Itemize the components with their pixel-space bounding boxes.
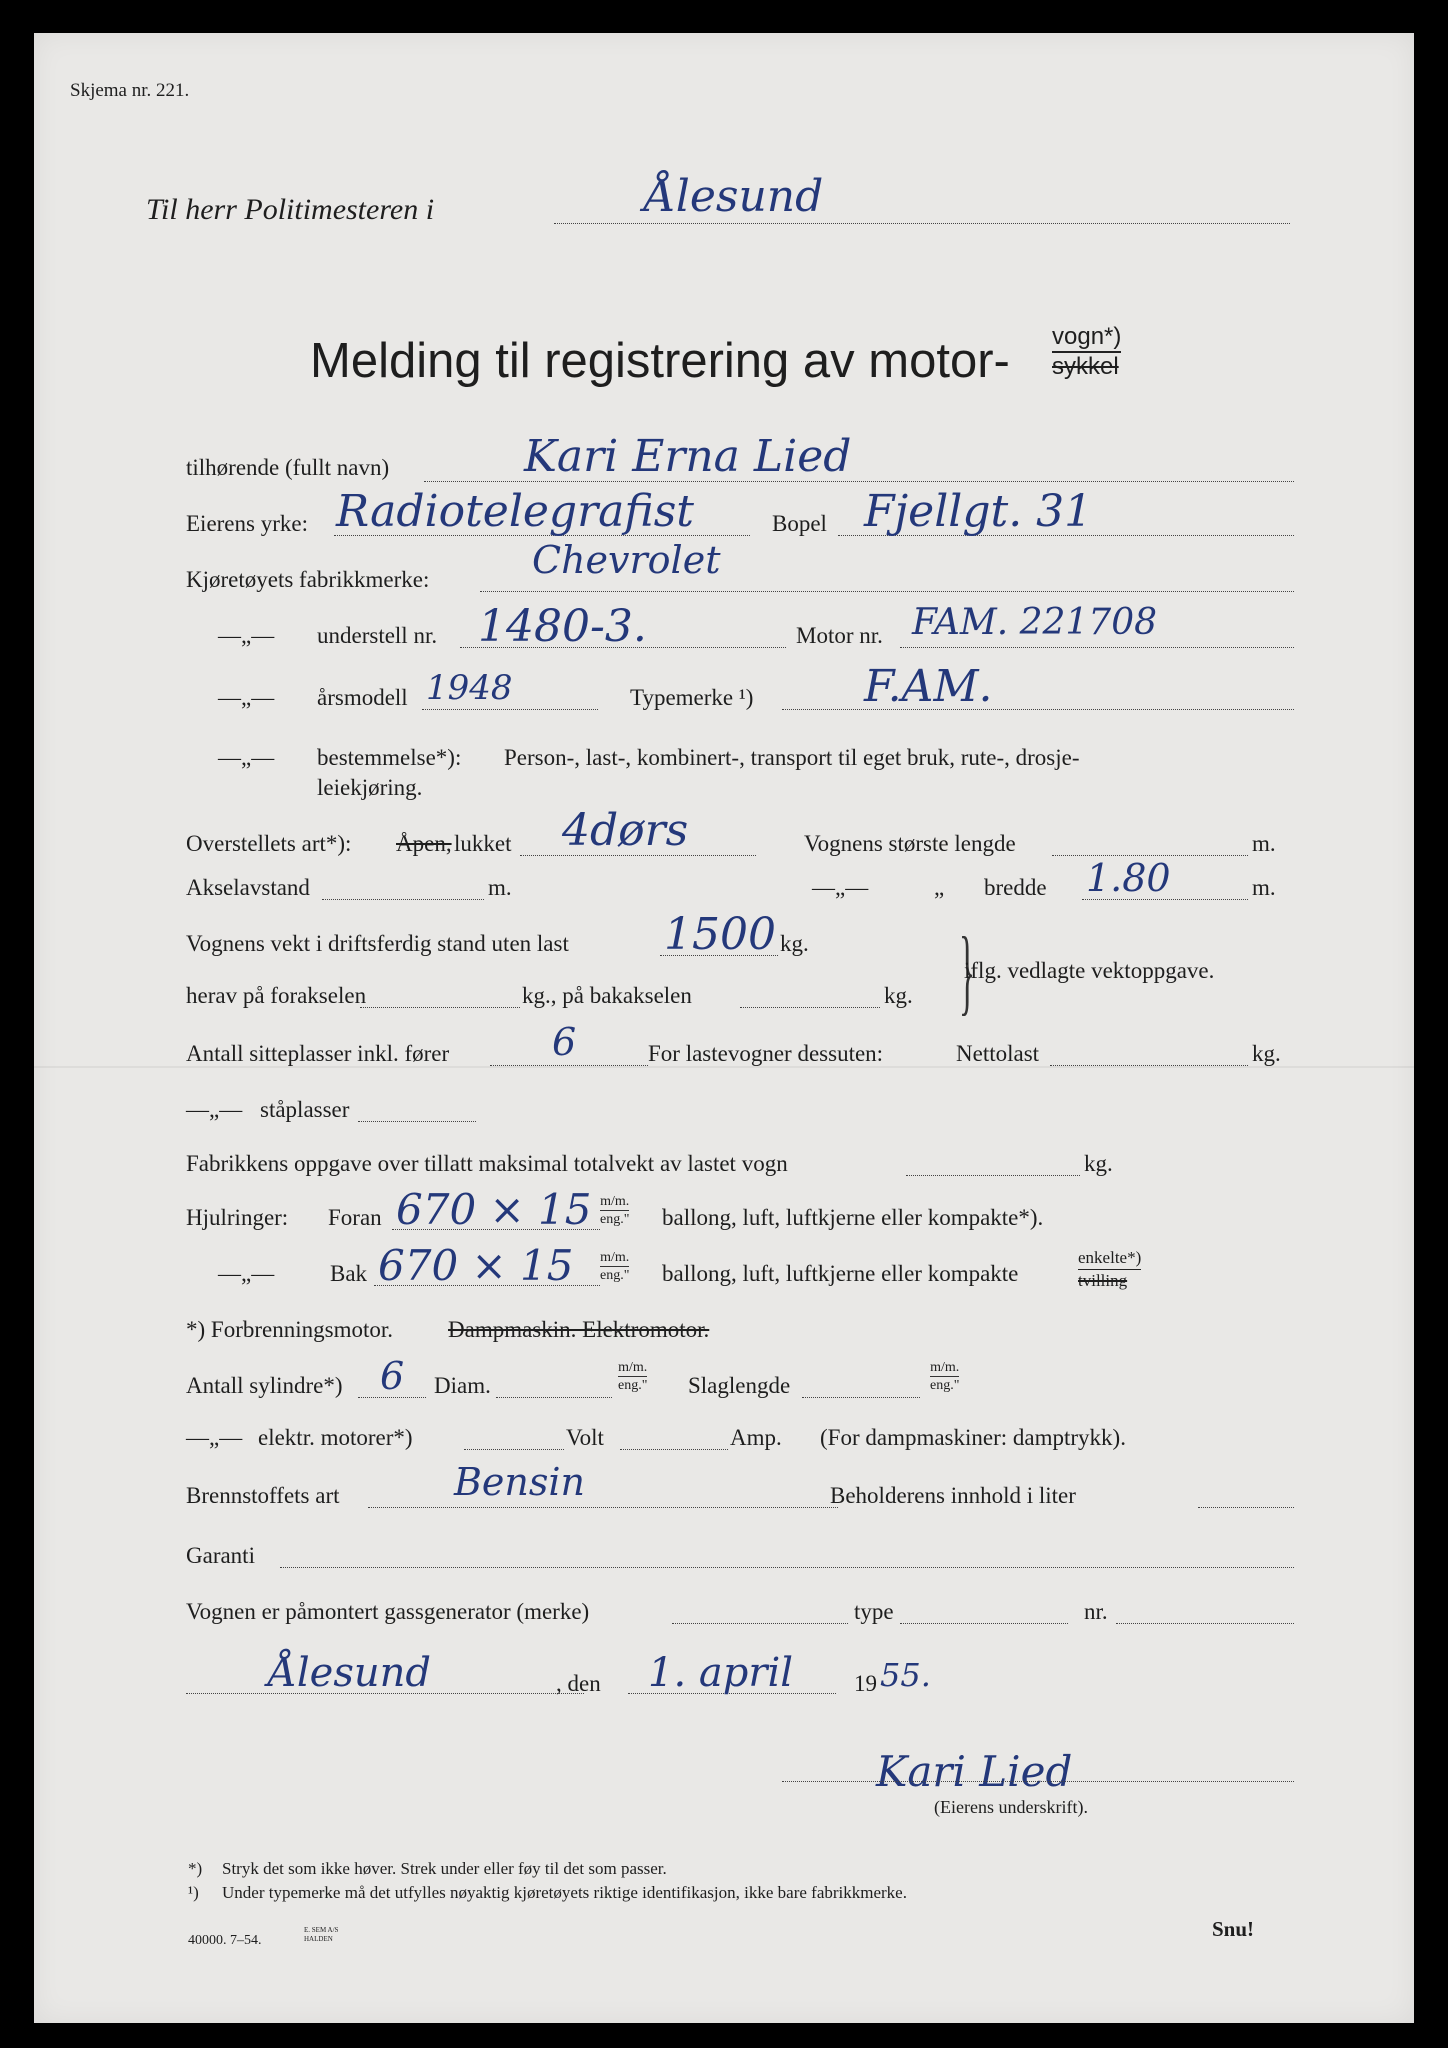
wheelbase-label: Akselavstand: [186, 875, 310, 900]
mm-label: m/m.: [618, 1360, 648, 1375]
volt-label: Volt: [566, 1425, 604, 1450]
wheelbase-line: [322, 899, 484, 900]
body-value[interactable]: 4dørs: [562, 805, 689, 856]
purpose-options-cont: leiekjøring.: [317, 775, 423, 800]
weight-label: Vognens vekt i driftsferdig stand uten last: [186, 931, 569, 956]
netto-unit: kg.: [1252, 1041, 1281, 1066]
engine-value[interactable]: FAM. 221708: [912, 602, 1158, 643]
residence-value[interactable]: Fjellgt. 31: [864, 486, 1093, 537]
year-line: [422, 709, 598, 710]
rear-axle-line: [740, 1007, 880, 1008]
form-number: Skjema nr. 221.: [70, 80, 190, 101]
eng-label: eng.": [600, 1212, 630, 1227]
warranty-line: [280, 1567, 1294, 1568]
title-vogn: vogn*): [1052, 323, 1121, 353]
seats-label: Antall sitteplasser inkl. fører: [186, 1041, 450, 1066]
occupation-label: Eierens yrke:: [186, 511, 308, 536]
year-suffix[interactable]: 55.: [880, 1656, 931, 1694]
mm-label: m/m.: [600, 1250, 630, 1265]
residence-label: Bopel: [772, 511, 827, 536]
amp-label: Amp.: [730, 1425, 782, 1450]
weight-unit: kg.: [780, 931, 809, 956]
owner-name-value[interactable]: Kari Erna Lied: [524, 431, 852, 482]
cylinders-value[interactable]: 6: [380, 1354, 405, 1398]
title-sykkel: sykkel: [1052, 353, 1119, 380]
gasgen-nr-label: nr.: [1084, 1599, 1108, 1624]
gasgen-label: Vognen er påmontert gassgenerator (merke): [186, 1599, 590, 1624]
print-code: 40000. 7–54.: [188, 1933, 262, 1948]
date-value[interactable]: 1. april: [648, 1650, 794, 1696]
netto-line: [1050, 1065, 1248, 1066]
footnote-star: Stryk det som ikke høver. Strek under eller føy til det som passer.: [222, 1859, 667, 1878]
width-label: bredde: [984, 875, 1047, 900]
owner-signature[interactable]: Kari Lied: [876, 1747, 1073, 1796]
front-axle-label: herav på forakselen: [186, 983, 367, 1008]
engine-label: Motor nr.: [796, 623, 883, 648]
signature-line: [782, 1781, 1294, 1782]
fuel-line: [368, 1507, 838, 1508]
front-axle-line: [360, 1007, 520, 1008]
rear-axle-unit: kg.: [884, 983, 913, 1008]
make-label: Kjøretøyets fabrikkmerke:: [186, 567, 430, 592]
tires-rear-mount: [1078, 1247, 1141, 1292]
volt-line: [464, 1449, 564, 1450]
fuel-value[interactable]: Bensin: [454, 1460, 586, 1504]
date-den: , den: [556, 1671, 601, 1696]
chassis-label: understell nr.: [317, 623, 438, 648]
ditto-1: —„—: [218, 623, 275, 648]
ditto-7: —„—: [218, 1261, 275, 1286]
tires-rear-label: Bak: [330, 1261, 368, 1286]
diam-label: Diam.: [434, 1373, 491, 1398]
mm-label: m/m.: [600, 1194, 630, 1209]
footnote-one: Under typemerke må det utfylles nøyaktig kjøretøyets riktige identifikasjon, ikke bare fabrikkmerke.: [222, 1883, 907, 1902]
gasgen-line: [672, 1623, 848, 1624]
rear-axle-label: kg., på bakakselen: [522, 983, 692, 1008]
signature-caption: (Eierens underskrift).: [934, 1797, 1088, 1817]
length-unit: m.: [1252, 831, 1276, 856]
gasgen-type-label: type: [854, 1599, 894, 1624]
make-value[interactable]: Chevrolet: [532, 538, 721, 582]
tires-front-value[interactable]: 670 × 15: [396, 1185, 592, 1234]
year-label: årsmodell: [317, 685, 408, 710]
form-title: Melding til registrering av motor-: [310, 334, 1010, 388]
enkelte-label: enkelte*): [1078, 1247, 1141, 1270]
eng-label: eng.": [930, 1378, 960, 1393]
printer-mark: E. SEM A/S HALDEN: [304, 1926, 339, 1943]
form-paper: [34, 33, 1414, 2023]
engine-line: [900, 647, 1294, 648]
stroke-unit: [930, 1359, 959, 1394]
make-line: [480, 591, 1294, 592]
width-value[interactable]: 1.80: [1086, 856, 1171, 900]
body-label: Overstellets art*):: [186, 831, 352, 856]
seats-value[interactable]: 6: [552, 1020, 577, 1064]
type-line: [782, 709, 1294, 710]
year-prefix: 19: [854, 1671, 877, 1696]
type-value[interactable]: F.AM.: [864, 661, 993, 712]
steam-note: (For dampmaskiner: damptrykk).: [820, 1425, 1126, 1450]
fuel-label: Brennstoffets art: [186, 1483, 340, 1508]
weight-value[interactable]: 1500: [664, 909, 776, 960]
tires-rear-unit: [600, 1249, 629, 1284]
stroke-line: [802, 1397, 920, 1398]
tank-line: [1198, 1507, 1294, 1508]
tires-front-label: Foran: [328, 1205, 382, 1230]
eng-label: eng.": [618, 1378, 648, 1393]
amp-line: [620, 1449, 728, 1450]
body-lukket: lukket: [454, 831, 512, 856]
tank-label: Beholderens innhold i liter: [830, 1483, 1076, 1508]
tires-rear-types: ballong, luft, luftkjerne eller kompakte: [662, 1261, 1019, 1286]
mm-label: m/m.: [930, 1360, 960, 1375]
addressee-value[interactable]: Ålesund: [644, 171, 824, 222]
warranty-label: Garanti: [186, 1543, 255, 1568]
length-label: Vognens største lengde: [804, 831, 1016, 856]
tires-rear-value[interactable]: 670 × 15: [378, 1241, 574, 1290]
purpose-label: bestemmelse*):: [317, 745, 462, 770]
seats-line: [490, 1065, 648, 1066]
body-apen: Åpen,: [396, 831, 452, 856]
ditto-4: —„—: [812, 875, 869, 900]
gasgen-nr-line: [1116, 1623, 1294, 1624]
tires-front-unit: [600, 1193, 629, 1228]
ditto-5: „: [934, 875, 945, 900]
place-value[interactable]: Ålesund: [268, 1650, 432, 1696]
diam-unit: [618, 1359, 647, 1394]
weight-note: iflg. vedlagte vektoppgave.: [964, 958, 1215, 983]
eng-label: eng.": [600, 1268, 630, 1283]
chassis-value[interactable]: 1480-3.: [478, 601, 647, 652]
owner-name-label: tilhørende (fullt navn): [186, 455, 390, 480]
footnote-one-mark: ¹): [188, 1883, 199, 1902]
motor-type-label: *) Forbrenningsmotor.: [186, 1317, 393, 1342]
netto-label: Nettolast: [956, 1041, 1040, 1066]
tires-front-types: ballong, luft, luftkjerne eller kompakte*).: [662, 1205, 1044, 1230]
stroke-label: Slaglengde: [688, 1373, 791, 1398]
tires-label: Hjulringer:: [186, 1205, 289, 1230]
diam-line: [496, 1397, 612, 1398]
max-weight-line: [906, 1175, 1080, 1176]
weight-brace: }: [958, 917, 976, 1024]
max-weight-unit: kg.: [1084, 1151, 1113, 1176]
wheelbase-unit: m.: [488, 875, 512, 900]
standing-line: [358, 1121, 476, 1122]
type-label: Typemerke ¹): [630, 685, 754, 710]
title-vehicle-options: [1052, 323, 1121, 381]
gasgen-type-line: [900, 1623, 1068, 1624]
ditto-2: —„—: [218, 685, 275, 710]
elec-label: elektr. motorer*): [258, 1425, 413, 1450]
ditto-8: —„—: [186, 1425, 243, 1450]
occupation-value[interactable]: Radiotelegrafist: [336, 486, 694, 537]
addressee-label: Til herr Politimesteren i: [146, 193, 435, 226]
purpose-options: Person-, last-, kombinert-, transport til eget bruk, rute-, drosje-: [504, 745, 1080, 770]
motor-type-struck: Dampmaskin. Elektromotor.: [448, 1317, 710, 1342]
standing-label: ståplasser: [260, 1097, 350, 1122]
addressee-line: [554, 223, 1290, 224]
tvilling-label: tvilling: [1078, 1271, 1128, 1290]
year-value[interactable]: 1948: [426, 668, 513, 708]
turn-over-note: Snu!: [1212, 1917, 1255, 1941]
cylinders-label: Antall sylindre*): [186, 1373, 343, 1398]
width-unit: m.: [1252, 875, 1276, 900]
footnote-star-mark: *): [188, 1859, 203, 1878]
ditto-3: —„—: [218, 745, 275, 770]
max-weight-label: Fabrikkens oppgave over tillatt maksimal totalvekt av lastet vogn: [186, 1151, 788, 1176]
truck-label: For lastevogner dessuten:: [648, 1041, 884, 1066]
ditto-6: —„—: [186, 1097, 243, 1122]
